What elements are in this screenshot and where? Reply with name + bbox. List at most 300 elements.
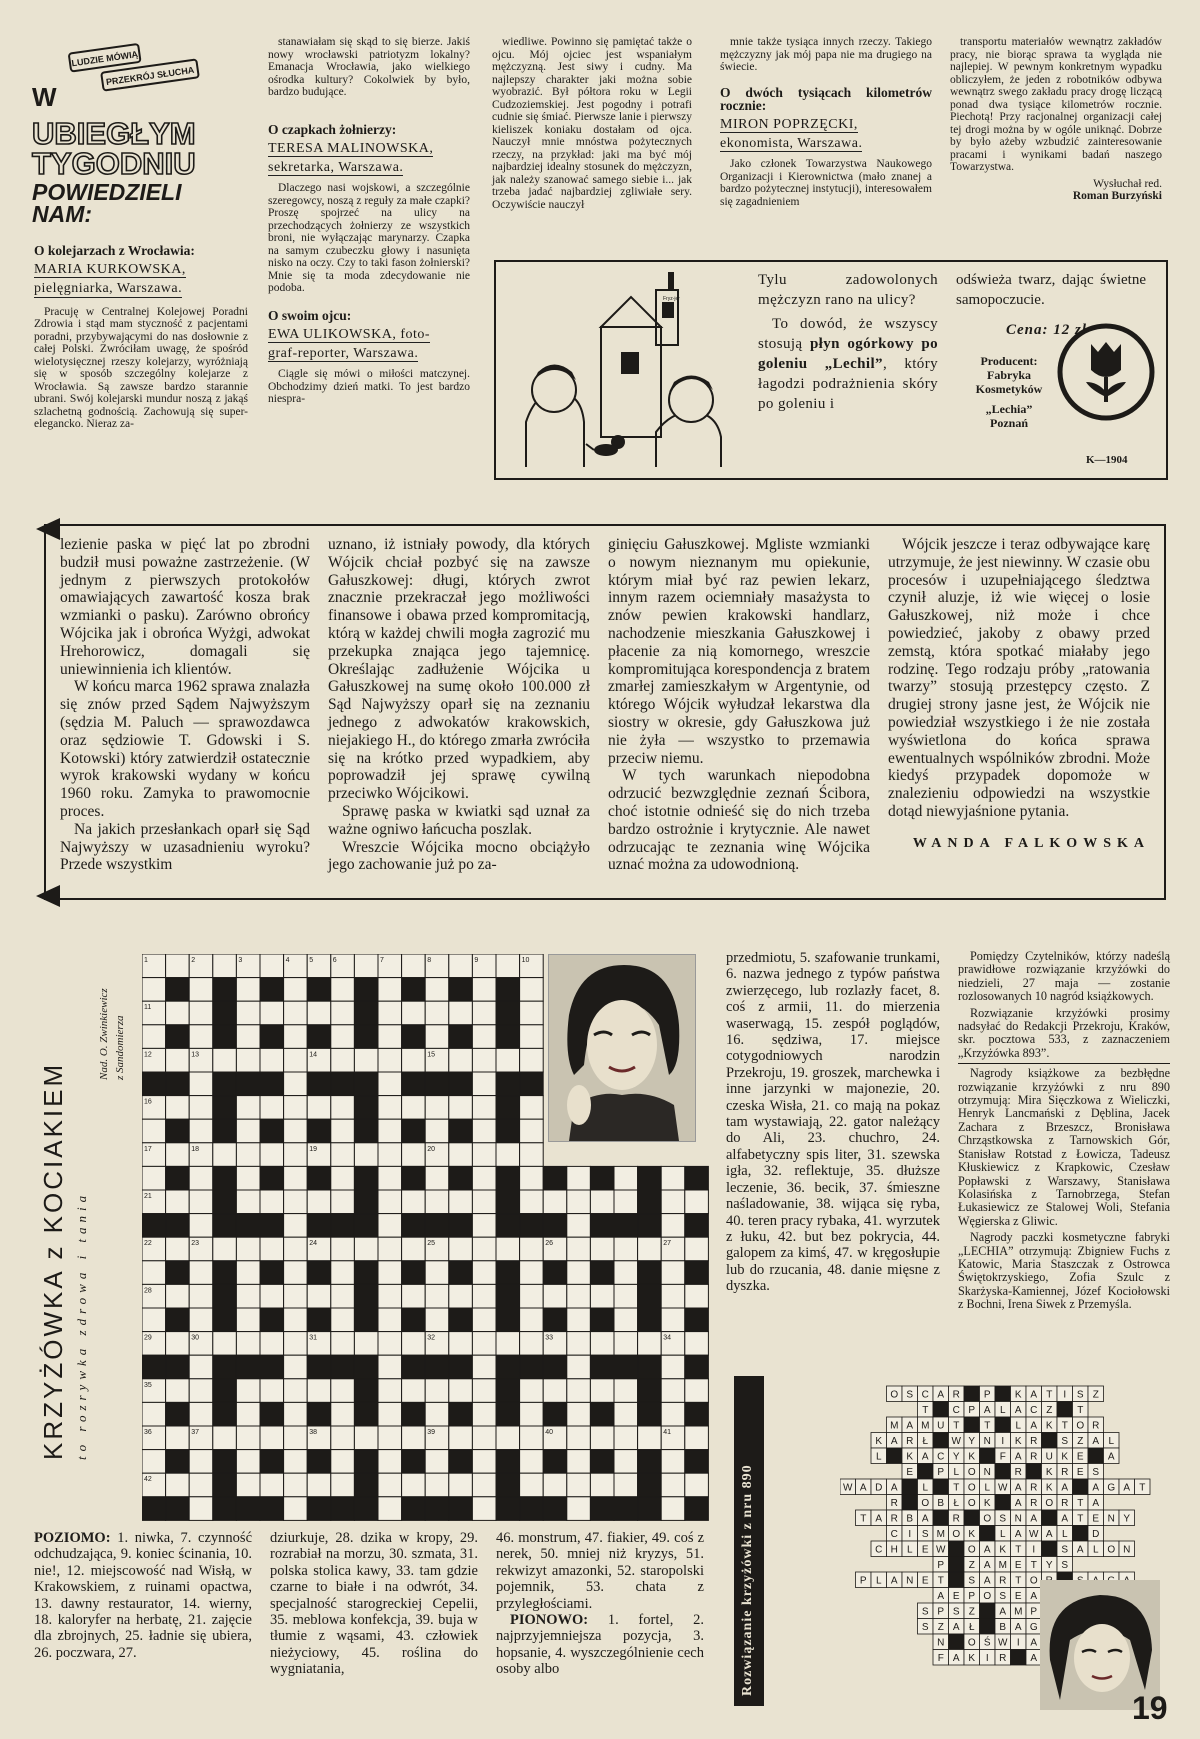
crossword-cell[interactable] [685,1284,709,1308]
crossword-cell[interactable] [307,1379,331,1403]
crossword-cell[interactable] [378,1001,402,1025]
crossword-cell[interactable] [472,1190,496,1214]
crossword-cell[interactable] [354,1143,378,1167]
crossword-cell[interactable] [189,1166,213,1190]
crossword-block [331,1497,355,1521]
crossword-cell[interactable] [166,1190,190,1214]
crossword-cell[interactable] [284,1048,308,1072]
crossword-cell[interactable] [567,1426,591,1450]
crossword-cell[interactable] [260,1001,284,1025]
crossword-cell[interactable] [472,1473,496,1497]
crossword-cell[interactable] [166,1473,190,1497]
crossword-cell[interactable] [425,1450,449,1474]
crossword-cell[interactable] [142,1261,166,1285]
crossword-cell[interactable] [661,1450,685,1474]
crossword-cell[interactable] [567,1402,591,1426]
crossword-cell[interactable] [189,1450,213,1474]
crossword-cell[interactable] [520,1119,544,1143]
crossword-cell[interactable] [236,1450,260,1474]
crossword-cell[interactable] [520,1426,544,1450]
crossword-cell[interactable] [567,1284,591,1308]
crossword-cell[interactable] [520,1284,544,1308]
crossword-cell[interactable] [331,1048,355,1072]
crossword-cell[interactable] [567,1497,591,1521]
crossword-cell[interactable] [449,1284,473,1308]
crossword-cell[interactable] [260,954,284,978]
crossword-cell[interactable] [213,1426,237,1450]
crossword-cell[interactable] [614,1426,638,1450]
crossword-cell[interactable] [425,1190,449,1214]
crossword-cell[interactable] [614,1190,638,1214]
crossword-cell[interactable] [284,1237,308,1261]
crossword-cell[interactable] [472,1284,496,1308]
crossword-cell[interactable] [472,1450,496,1474]
crossword-cell[interactable] [543,1379,567,1403]
crossword-cell[interactable] [331,1308,355,1332]
crossword-cell[interactable] [331,1096,355,1120]
crossword-cell[interactable] [378,1284,402,1308]
crossword-cell[interactable] [284,1284,308,1308]
crossword-cell[interactable] [472,1332,496,1356]
crossword-cell[interactable] [189,1355,213,1379]
paragraph: W końcu marca 1962 sprawa znalazła się znów przed Sądem Najwyższym (sędzia M. Paluch — sprawozdawca oraz sędziowie T. Gdowski i S. Kotowski) który zatwierdził ostatecznie wyrok krakowski wydany w końcu 1960 roku. Zamyka to prawomocnie proces. [60,678,310,820]
crossword-cell[interactable] [472,1237,496,1261]
crossword-cell[interactable] [189,1119,213,1143]
crossword-cell[interactable] [284,1402,308,1426]
crossword-cell[interactable] [567,1473,591,1497]
crossword-cell[interactable] [520,1402,544,1426]
crossword-cell[interactable] [425,1001,449,1025]
crossword-cell[interactable] [520,1025,544,1049]
crossword-cell[interactable] [567,1261,591,1285]
crossword-cell[interactable] [520,1332,544,1356]
crossword-cell[interactable] [284,1190,308,1214]
crossword-cell[interactable] [449,1379,473,1403]
crossword-cell[interactable] [567,1379,591,1403]
crossword-cell[interactable] [284,1332,308,1356]
crossword-cell[interactable] [685,1332,709,1356]
crossword-cell[interactable] [284,1355,308,1379]
crossword-cell[interactable] [449,1426,473,1450]
crossword-cell[interactable] [236,1096,260,1120]
crossword-cell[interactable] [614,1166,638,1190]
crossword-cell[interactable] [236,1119,260,1143]
crossword-cell[interactable] [638,1332,662,1356]
crossword-cell[interactable] [472,1143,496,1167]
crossword-cell[interactable] [331,1143,355,1167]
crossword-cell[interactable] [142,1402,166,1426]
crossword-cell[interactable] [425,1379,449,1403]
crossword-cell[interactable] [142,1119,166,1143]
crossword-cell[interactable] [284,978,308,1002]
crossword-cell[interactable] [284,1025,308,1049]
crossword-cell[interactable] [189,1402,213,1426]
crossword-cell[interactable] [378,1214,402,1238]
crossword-cell[interactable] [166,954,190,978]
crossword-cell[interactable] [307,1473,331,1497]
crossword-cell[interactable] [472,1048,496,1072]
crossword-cell[interactable] [354,1237,378,1261]
crossword-cell[interactable] [425,1261,449,1285]
crossword-cell[interactable] [331,1402,355,1426]
crossword-cell[interactable] [236,1473,260,1497]
crossword-cell[interactable] [472,1402,496,1426]
crossword-cell[interactable] [331,1001,355,1025]
crossword-cell[interactable] [236,1143,260,1167]
crossword-cell[interactable] [142,1450,166,1474]
crossword-cell[interactable] [520,1473,544,1497]
crossword-cell[interactable] [449,1332,473,1356]
crossword-cell[interactable] [331,1450,355,1474]
crossword-cell[interactable] [331,1190,355,1214]
crossword-cell[interactable] [449,1001,473,1025]
crossword-cell[interactable] [284,1001,308,1025]
crossword-cell[interactable] [472,978,496,1002]
crossword-cell[interactable] [449,1237,473,1261]
crossword-cell[interactable] [638,1426,662,1450]
crossword-cell[interactable] [425,1166,449,1190]
crossword-cell[interactable] [284,1072,308,1096]
crossword-cell[interactable] [307,1284,331,1308]
crossword-cell[interactable] [520,1308,544,1332]
crossword-cell[interactable] [378,1308,402,1332]
crossword-cell[interactable] [425,1308,449,1332]
crossword-cell[interactable] [520,1143,544,1167]
crossword-cell[interactable] [661,1355,685,1379]
crossword-cell[interactable] [378,1473,402,1497]
crossword-cell[interactable] [189,1379,213,1403]
crossword-cell[interactable] [472,1025,496,1049]
crossword-cell[interactable] [189,1025,213,1049]
crossword-cell[interactable] [213,1237,237,1261]
crossword-cell[interactable] [567,1214,591,1238]
crossword-cell[interactable] [354,1332,378,1356]
crossword-cell[interactable] [236,1001,260,1025]
crossword-cell[interactable] [402,1426,426,1450]
crossword-cell[interactable] [543,1473,567,1497]
crossword-cell[interactable] [590,1379,614,1403]
crossword-cell[interactable] [142,1308,166,1332]
crossword-cell[interactable] [378,1497,402,1521]
crossword-cell[interactable] [402,1143,426,1167]
crossword-cell[interactable] [567,1190,591,1214]
crossword-cell[interactable] [520,1096,544,1120]
crossword-cell[interactable] [378,1048,402,1072]
crossword-cell[interactable] [142,1025,166,1049]
crossword-cell[interactable] [402,1237,426,1261]
crossword-cell[interactable] [543,1190,567,1214]
crossword-cell[interactable] [331,1166,355,1190]
crossword-cell[interactable] [425,1473,449,1497]
crossword-cell[interactable] [378,1450,402,1474]
crossword-cell[interactable] [520,1048,544,1072]
crossword-cell[interactable] [472,1379,496,1403]
crossword-cell[interactable] [189,1072,213,1096]
crossword-cell[interactable] [284,1426,308,1450]
crossword-cell[interactable] [189,1473,213,1497]
crossword-cell[interactable] [520,1379,544,1403]
crossword-cell[interactable] [213,1332,237,1356]
crossword-cell[interactable] [425,1119,449,1143]
crossword-cell[interactable] [402,954,426,978]
crossword-cell[interactable] [378,978,402,1002]
crossword-cell[interactable] [685,1379,709,1403]
crossword-cell[interactable] [661,1379,685,1403]
crossword-cell[interactable] [661,1308,685,1332]
crossword-cell[interactable] [378,1332,402,1356]
crossword-cell[interactable] [614,1332,638,1356]
crossword-cell[interactable] [260,1190,284,1214]
crossword-cell[interactable] [425,1025,449,1049]
crossword-cell[interactable] [402,1473,426,1497]
crossword-cell[interactable] [331,978,355,1002]
crossword-cell[interactable] [354,1426,378,1450]
crossword-cell[interactable] [260,1473,284,1497]
crossword-cell[interactable] [189,1214,213,1238]
crossword-cell[interactable] [189,1001,213,1025]
crossword-cell[interactable] [189,1096,213,1120]
crossword-cell[interactable] [590,1473,614,1497]
crossword-cell[interactable] [284,1473,308,1497]
crossword-cell[interactable] [685,1426,709,1450]
crossword-cell[interactable] [284,1166,308,1190]
crossword-cell[interactable] [284,1119,308,1143]
crossword-cell[interactable] [661,1497,685,1521]
crossword-cell[interactable] [567,1450,591,1474]
crossword-cell[interactable] [567,1308,591,1332]
crossword-cell[interactable] [260,1284,284,1308]
crossword-cell[interactable] [236,1426,260,1450]
crossword-cell[interactable] [378,1143,402,1167]
crossword-cell[interactable] [590,1426,614,1450]
crossword-cell[interactable] [236,1261,260,1285]
crossword-cell[interactable] [166,1379,190,1403]
crossword-cell[interactable] [284,1379,308,1403]
crossword-cell[interactable] [402,1379,426,1403]
crossword-cell[interactable] [378,1190,402,1214]
crossword-cell[interactable] [236,1048,260,1072]
crossword-cell[interactable] [284,1450,308,1474]
crossword-cell[interactable] [567,1166,591,1190]
crossword-cell[interactable] [472,1214,496,1238]
crossword-cell[interactable] [520,978,544,1002]
crossword-cell[interactable] [661,1190,685,1214]
crossword-cell[interactable] [496,954,520,978]
crossword-cell[interactable] [260,1143,284,1167]
crossword-cell[interactable] [661,1473,685,1497]
crossword-cell[interactable] [661,1214,685,1238]
crossword-cell[interactable] [307,1096,331,1120]
crossword-cell[interactable] [472,1308,496,1332]
crossword-cell[interactable] [378,1072,402,1096]
crossword-cell[interactable] [331,1332,355,1356]
crossword-cell[interactable] [449,1190,473,1214]
crossword-cell[interactable] [189,1284,213,1308]
crossword-cell[interactable] [661,1261,685,1285]
crossword-cell[interactable] [425,1096,449,1120]
crossword-cell[interactable] [472,1261,496,1285]
crossword-cell[interactable] [378,1355,402,1379]
crossword-cell[interactable] [236,1190,260,1214]
crossword-cell[interactable] [284,1308,308,1332]
crossword-cell[interactable] [331,1025,355,1049]
crossword-cell[interactable] [354,1048,378,1072]
crossword-cell[interactable] [331,1426,355,1450]
crossword-cell[interactable] [685,1237,709,1261]
crossword-cell[interactable] [402,1190,426,1214]
crossword-cell[interactable] [284,1261,308,1285]
crossword-cell[interactable] [590,1237,614,1261]
crossword-cell[interactable] [166,1284,190,1308]
crossword-cell[interactable] [449,1048,473,1072]
crossword-cell[interactable] [142,978,166,1002]
crossword-cell[interactable] [661,1284,685,1308]
crossword-cell[interactable] [260,1096,284,1120]
crossword-cell[interactable] [590,1190,614,1214]
crossword-cell[interactable] [189,1261,213,1285]
crossword-cell[interactable] [661,1166,685,1190]
crossword-cell[interactable] [189,1308,213,1332]
crossword-cell[interactable] [472,1072,496,1096]
crossword-cell[interactable] [331,1473,355,1497]
crossword-cell[interactable] [236,1025,260,1049]
crossword-cell[interactable] [402,1332,426,1356]
crossword-cell[interactable] [520,1190,544,1214]
crossword-cell[interactable] [354,954,378,978]
crossword-cell[interactable] [166,1143,190,1167]
crossword-cell[interactable] [614,1308,638,1332]
crossword-cell[interactable] [567,1355,591,1379]
crossword-cell[interactable] [236,1237,260,1261]
crossword-cell[interactable] [166,1096,190,1120]
crossword-cell[interactable] [260,1237,284,1261]
crossword-cell[interactable] [378,1096,402,1120]
crossword-cell[interactable] [402,1284,426,1308]
crossword-cell[interactable] [520,1261,544,1285]
crossword-cell[interactable] [496,1048,520,1072]
crossword-cell[interactable] [189,1497,213,1521]
crossword-cell[interactable] [284,1214,308,1238]
crossword-cell[interactable] [449,1096,473,1120]
crossword-cell[interactable] [520,1450,544,1474]
crossword-cell[interactable] [166,1001,190,1025]
crossword-cell[interactable] [472,1096,496,1120]
crossword-cell[interactable] [378,1426,402,1450]
crossword-cell[interactable] [614,1237,638,1261]
crossword-cell[interactable] [331,1237,355,1261]
crossword-cell[interactable] [331,1284,355,1308]
crossword-cell[interactable] [166,1048,190,1072]
crossword-cell[interactable] [307,1190,331,1214]
crossword-cell[interactable] [166,1332,190,1356]
crossword-cell[interactable] [166,1426,190,1450]
crossword-cell[interactable] [213,1048,237,1072]
crossword-cell[interactable] [472,1166,496,1190]
crossword-cell[interactable] [590,1284,614,1308]
crossword-cell[interactable] [260,1426,284,1450]
crossword-cell[interactable] [520,1237,544,1261]
crossword-cell[interactable] [402,1048,426,1072]
crossword-cell[interactable] [685,1190,709,1214]
crossword-cell[interactable] [142,1166,166,1190]
crossword-cell[interactable] [472,1355,496,1379]
crossword-cell[interactable] [425,1402,449,1426]
crossword-cell[interactable] [567,1332,591,1356]
crossword-cell[interactable] [236,1308,260,1332]
crossword-cell[interactable] [189,1190,213,1214]
crossword-cell[interactable] [213,954,237,978]
crossword-cell[interactable] [284,1497,308,1521]
crossword-cell[interactable] [378,1237,402,1261]
crossword-cell[interactable] [236,1166,260,1190]
crossword-cell[interactable] [166,1237,190,1261]
crossword-cell[interactable] [331,1119,355,1143]
crossword-cell[interactable] [307,1001,331,1025]
crossword-cell[interactable] [284,1143,308,1167]
crossword-cell[interactable] [402,1001,426,1025]
crossword-cell[interactable] [236,978,260,1002]
crossword-cell[interactable] [614,1450,638,1474]
crossword-cell[interactable] [284,1096,308,1120]
crossword-cell[interactable] [614,1284,638,1308]
crossword-cell[interactable] [472,1001,496,1025]
crossword-cell[interactable] [543,1284,567,1308]
crossword-cell[interactable] [425,978,449,1002]
crossword-cell[interactable] [520,1001,544,1025]
crossword-cell[interactable] [260,1332,284,1356]
crossword-cell[interactable] [496,1237,520,1261]
crossword-cell[interactable] [378,1261,402,1285]
crossword-cell[interactable] [378,1025,402,1049]
crossword-cell[interactable] [472,1119,496,1143]
crossword-cell[interactable] [378,1379,402,1403]
crossword-cell[interactable] [378,1119,402,1143]
crossword-cell[interactable] [496,1426,520,1450]
crossword-cell[interactable] [614,1379,638,1403]
crossword-cell[interactable] [449,954,473,978]
crossword-cell[interactable] [236,1402,260,1426]
crossword-cell[interactable] [614,1473,638,1497]
crossword-cell[interactable] [236,1379,260,1403]
crossword-cell[interactable] [496,1143,520,1167]
crossword-cell[interactable] [567,1237,591,1261]
crossword-cell[interactable] [520,1166,544,1190]
crossword-cell[interactable] [378,1166,402,1190]
crossword-cell[interactable] [331,1261,355,1285]
crossword-cell[interactable] [685,1473,709,1497]
crossword-cell[interactable] [425,1284,449,1308]
crossword-cell[interactable] [472,1497,496,1521]
crossword-cell[interactable] [614,1261,638,1285]
crossword-cell[interactable] [402,1096,426,1120]
crossword-cell[interactable] [449,1473,473,1497]
crossword-cell[interactable] [213,1143,237,1167]
crossword-cell[interactable] [449,1143,473,1167]
crossword-cell[interactable] [236,1332,260,1356]
crossword-cell[interactable] [260,1379,284,1403]
crossword-cell[interactable] [236,1284,260,1308]
crossword-cell[interactable] [472,1426,496,1450]
crossword-cell[interactable] [260,1048,284,1072]
crossword-cell[interactable] [331,1379,355,1403]
crossword-cell[interactable] [378,1402,402,1426]
crossword-cell[interactable] [638,1237,662,1261]
crossword-cell[interactable] [614,1402,638,1426]
crossword-cell[interactable] [661,1402,685,1426]
crossword-cell[interactable] [496,1332,520,1356]
crossword-cell[interactable] [590,1332,614,1356]
crossword-cell[interactable] [189,978,213,1002]
